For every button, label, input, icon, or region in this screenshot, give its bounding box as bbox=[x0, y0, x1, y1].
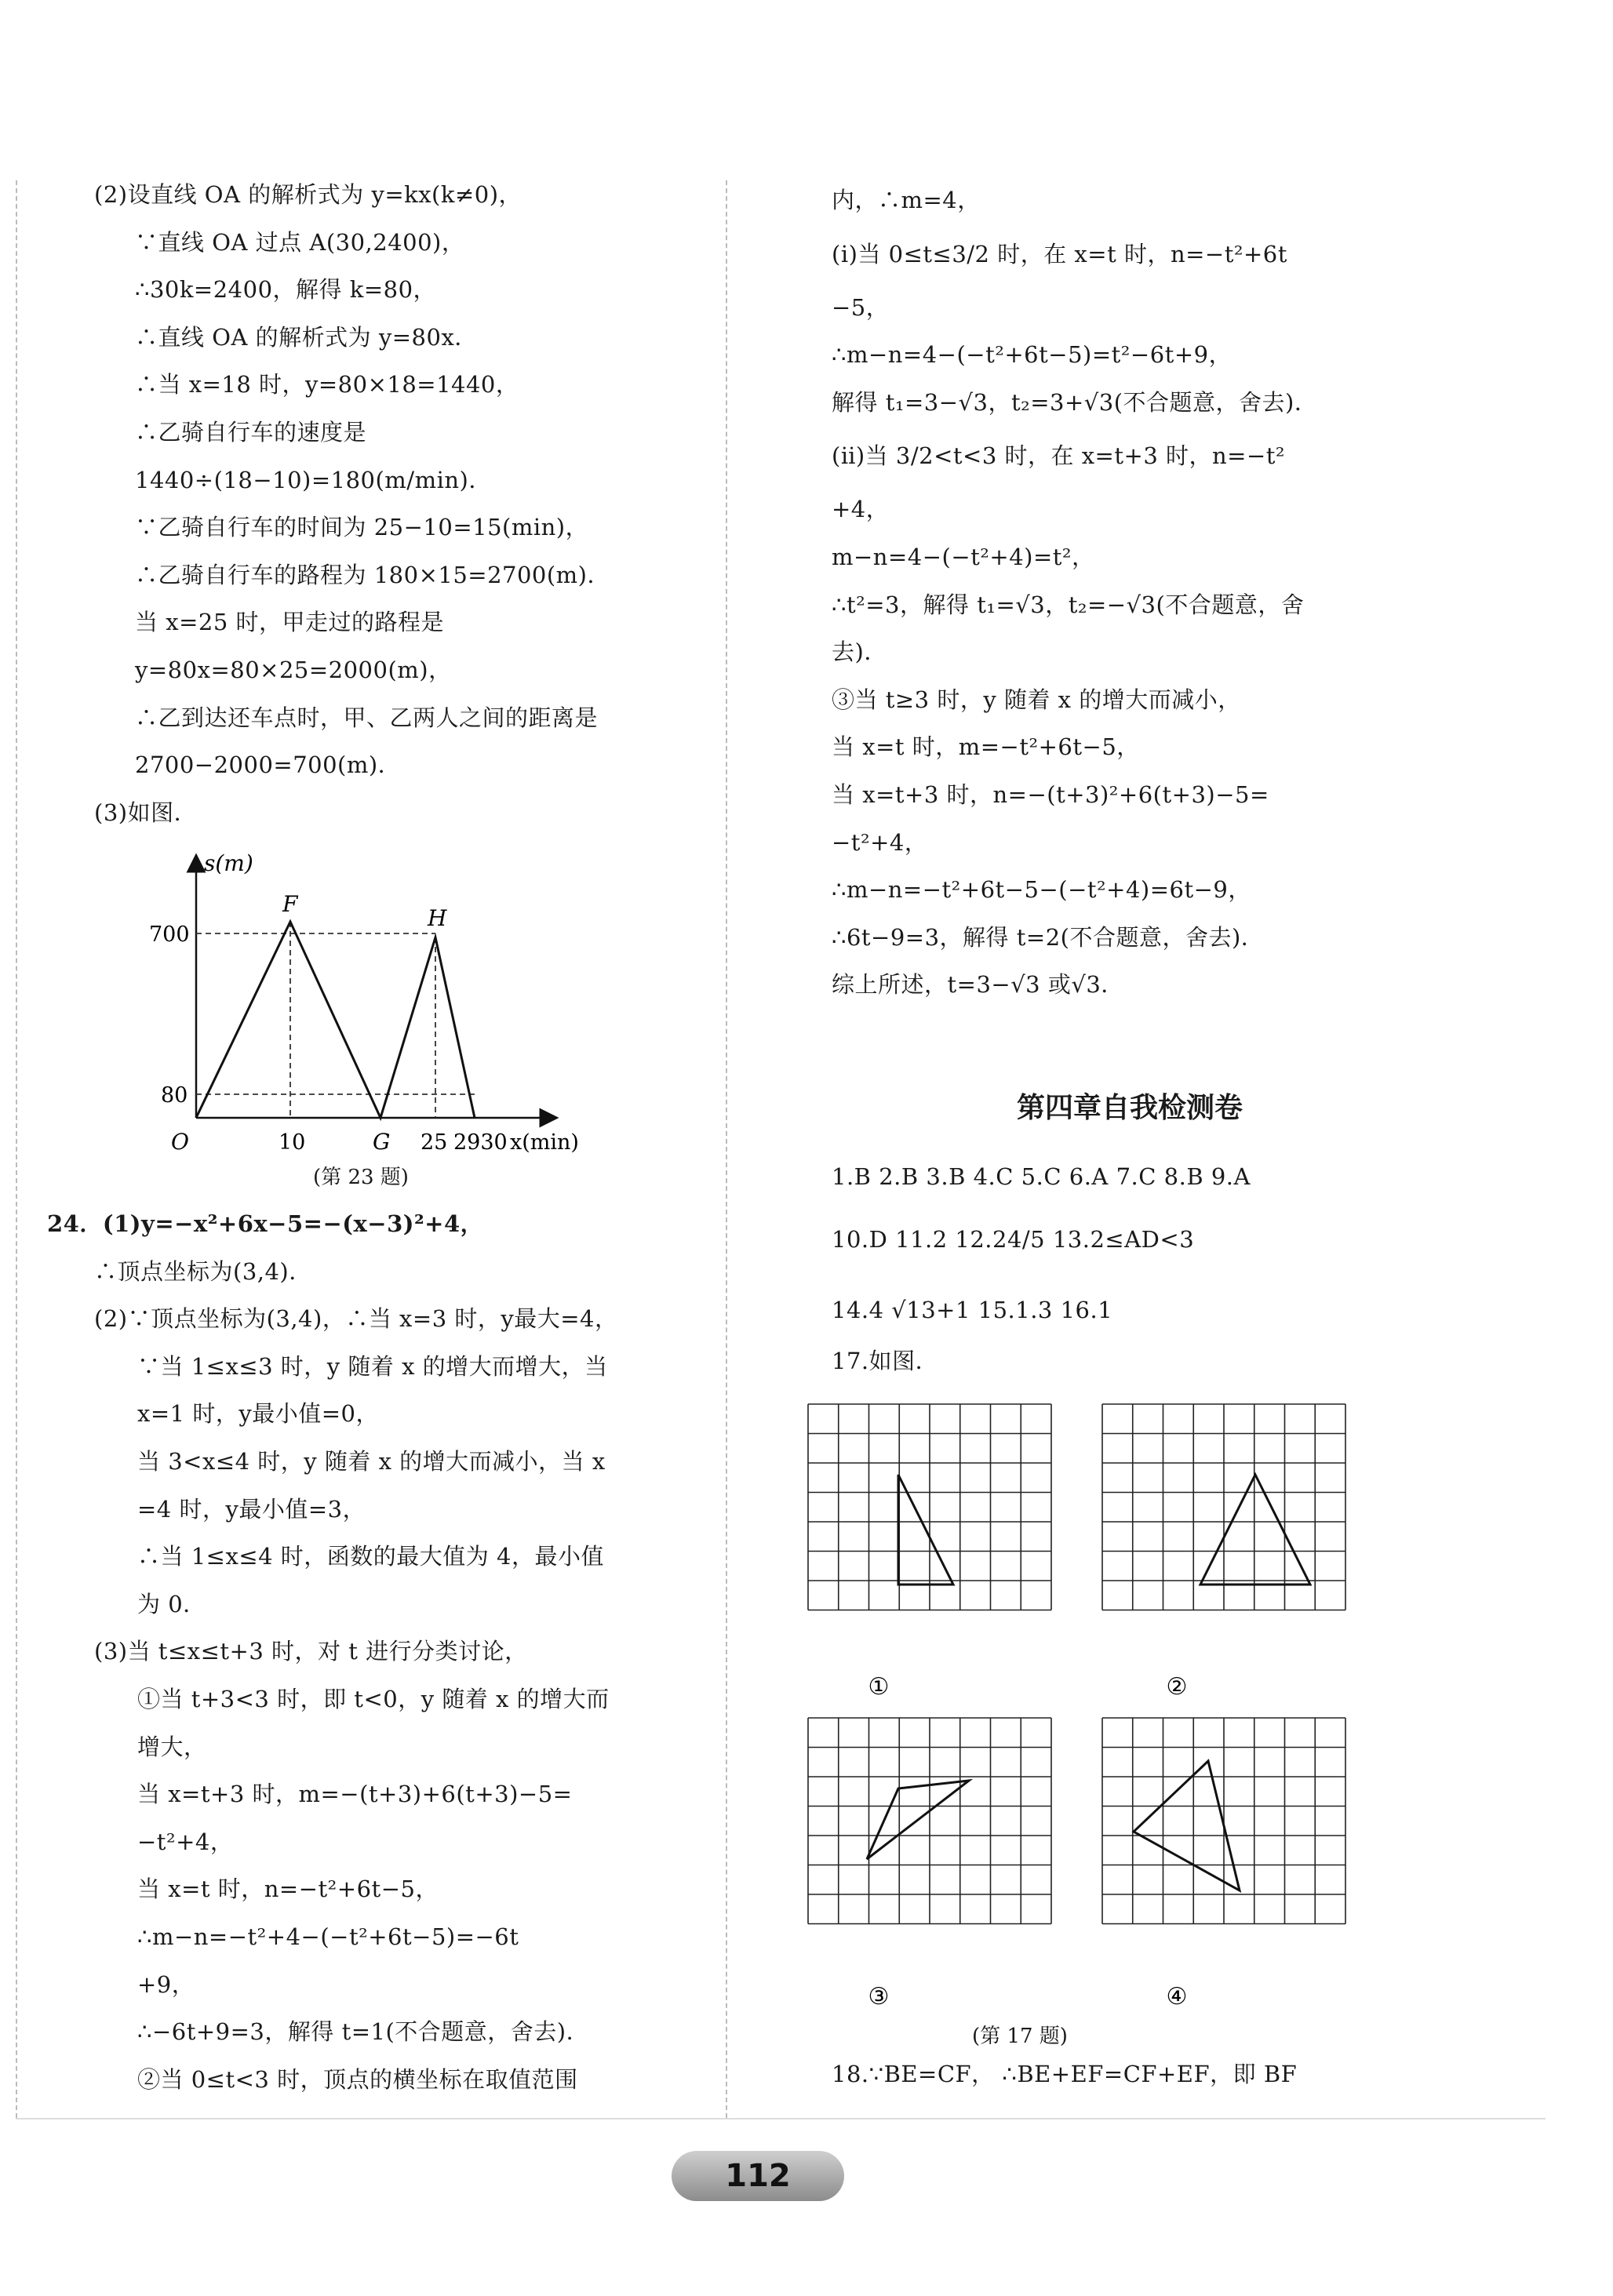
grid-1 bbox=[808, 1404, 1051, 1610]
text-line: ∴乙骑自行车的路程为 180×15=2700(m)． bbox=[135, 561, 610, 588]
text-line: 当 x=t 时，n=−t²+6t−5， bbox=[137, 1876, 439, 1903]
section-title: 第四章自我检测卷 bbox=[1016, 1092, 1243, 1124]
answers-row-5 bbox=[832, 2058, 1428, 2090]
text-line: 去)． bbox=[832, 639, 887, 666]
left-margin-rule bbox=[16, 180, 17, 2118]
text-line: x=1 时，y最小值=0， bbox=[137, 1400, 379, 1428]
left-column bbox=[94, 171, 698, 836]
graph-ylabel: s(m) bbox=[204, 850, 253, 876]
text-line: 24．(1)y=−x²+6x−5=−(x−3)²+4， bbox=[47, 1210, 484, 1237]
grid-label-4: ④ bbox=[1166, 1983, 1188, 2010]
text-line: 增大， bbox=[137, 1733, 207, 1760]
answers-row-4 bbox=[832, 1345, 1428, 1377]
answers-row-1 bbox=[832, 1161, 1428, 1192]
text-line: 当 3<x≤4 时，y 随着 x 的增大而减小，当 x bbox=[137, 1447, 606, 1475]
graph-ytick-80: 80 bbox=[161, 1083, 188, 1108]
graph-origin: O bbox=[171, 1129, 189, 1155]
text-line: ∴顶点坐标为(3,4)． bbox=[94, 1257, 312, 1285]
text-line: ∴m−n=−t²+4−(−t²+6t−5)=−6t bbox=[137, 1923, 519, 1950]
text-line: ∴直线 OA 的解析式为 y=80x． bbox=[135, 323, 478, 351]
grid-caption: (第 17 题) bbox=[972, 2025, 1068, 2048]
grid-figures bbox=[800, 1400, 1459, 2051]
text-line: +4， bbox=[832, 496, 890, 523]
triangle-1 bbox=[898, 1475, 953, 1585]
text-line: (2)∵顶点坐标为(3,4)，∴当 x=3 时，y最大=4， bbox=[94, 1305, 618, 1333]
text-line: 当 x=t+3 时，n=−(t+3)²+6(t+3)−5= bbox=[832, 780, 1269, 808]
text-line: ∴乙到达还车点时，甲、乙两人之间的距离是 bbox=[135, 704, 599, 731]
answer-line: 17.如图． bbox=[832, 1348, 939, 1374]
graph-xtick-25: 25 bbox=[421, 1130, 448, 1155]
text-line: +9， bbox=[137, 1970, 195, 1998]
answers-row-2 bbox=[832, 1224, 1428, 1255]
graph-point-h: H bbox=[428, 905, 447, 931]
answer-line: 1.B 2.B 3.B 4.C 5.C 6.A 7.C 8.B 9.A bbox=[832, 1163, 1251, 1190]
answers-row-3 bbox=[832, 1294, 1428, 1326]
triangle-2 bbox=[1200, 1475, 1310, 1585]
text-line: ∵直线 OA 过点 A(30,2400)， bbox=[135, 228, 465, 256]
answer-line: 14.4 √13+1 15.1.3 16.1 bbox=[832, 1297, 1113, 1323]
text-line: ∴30k=2400，解得 k=80， bbox=[135, 276, 437, 304]
text-line: 综上所述，t=3−√3 或√3． bbox=[832, 971, 1124, 999]
text-line: ∴t²=3，解得 t₁=√3，t₂=−√3(不合题意，舍 bbox=[832, 591, 1305, 618]
text-line: ∴m−n=−t²+6t−5−(−t²+4)=6t−9， bbox=[832, 876, 1251, 904]
text-line: (ⅱ)当 3/2<t<3 时，在 x=t+3 时，n=−t² bbox=[832, 442, 1286, 470]
text-line: −t²+4， bbox=[137, 1828, 234, 1855]
text-line: (ⅰ)当 0≤t≤3/2 时，在 x=t 时，n=−t²+6t bbox=[832, 240, 1287, 267]
text-line: ③当 t≥3 时，y 随着 x 的增大而减小， bbox=[832, 686, 1241, 713]
text-line: ∴m−n=4−(−t²+6t−5)=t²−6t+9， bbox=[832, 341, 1233, 369]
answer-line: 18.∵BE=CF， ∴BE+EF=CF+EF，即 BF bbox=[832, 2061, 1298, 2087]
text-line: −5， bbox=[832, 293, 890, 321]
graph-xlabel: x(min) bbox=[510, 1130, 579, 1155]
text-line: (3)当 t≤x≤t+3 时，对 t 进行分类讨论， bbox=[94, 1638, 528, 1665]
grid-label-2: ② bbox=[1166, 1673, 1188, 1701]
graph-ytick-700: 700 bbox=[149, 922, 190, 947]
right-column bbox=[832, 176, 1428, 1009]
grid-2 bbox=[1102, 1404, 1345, 1610]
graph-point-f: F bbox=[282, 891, 298, 917]
text-line: ∵当 1≤x≤3 时，y 随着 x 的增大而增大，当 bbox=[137, 1352, 608, 1380]
left-column-lower bbox=[47, 1200, 706, 2103]
text-line: ①当 t+3<3 时，即 t<0，y 随着 x 的增大而 bbox=[137, 1685, 610, 1712]
text-line: ∴当 x=18 时，y=80×18=1440， bbox=[135, 371, 519, 398]
text-line: 当 x=t+3 时，m=−(t+3)+6(t+3)−5= bbox=[137, 1781, 573, 1808]
text-line: 1440÷(18−10)=180(m/min)． bbox=[135, 466, 492, 493]
grid-3 bbox=[808, 1718, 1051, 1924]
graph-xtick-2930: 2930 bbox=[453, 1130, 508, 1155]
graph-caption: (第 23 题) bbox=[313, 1166, 409, 1189]
text-line: −t²+4， bbox=[832, 828, 928, 856]
text-line: ∴−6t+9=3，解得 t=1(不合题意，舍去)． bbox=[137, 2018, 590, 2046]
text-line: 为 0． bbox=[137, 1590, 206, 1617]
route-line bbox=[196, 922, 475, 1118]
text-line: 当 x=t 时，m=−t²+6t−5， bbox=[832, 733, 1140, 761]
text-line: (2)设直线 OA 的解析式为 y=kx(k≠0)， bbox=[94, 181, 522, 208]
text-line: m−n=4−(−t²+4)=t²， bbox=[832, 543, 1095, 570]
distance-time-graph bbox=[141, 847, 581, 1192]
text-line: ∴6t−9=3，解得 t=2(不合题意，舍去)． bbox=[832, 923, 1265, 951]
text-line: ②当 0≤t<3 时，顶点的横坐标在取值范围 bbox=[137, 2065, 578, 2093]
text-line: 当 x=25 时，甲走过的路程是 bbox=[135, 609, 444, 636]
text-line: ∵乙骑自行车的时间为 25−10=15(min)， bbox=[135, 514, 589, 541]
text-line: ∴当 1≤x≤4 时，函数的最大值为 4，最小值 bbox=[137, 1543, 604, 1570]
triangle-3 bbox=[867, 1781, 969, 1859]
grid-label-1: ① bbox=[868, 1673, 890, 1701]
answer-line: 10.D 11.2 12.24/5 13.2≤AD<3 bbox=[832, 1226, 1195, 1253]
text-line: 2700−2000=700(m)． bbox=[135, 751, 402, 779]
text-line: y=80x=80×25=2000(m)， bbox=[135, 656, 452, 683]
graph-xtick-10: 10 bbox=[279, 1130, 306, 1155]
text-line: 解得 t₁=3−√3，t₂=3+√3(不合题意，舍去)． bbox=[832, 388, 1318, 416]
text-line: 内，∴m=4， bbox=[832, 187, 981, 213]
footer-rule bbox=[16, 2118, 1546, 2120]
grid-label-3: ③ bbox=[868, 1983, 890, 2010]
column-divider bbox=[726, 180, 727, 2118]
text-line: (3)如图． bbox=[94, 799, 198, 826]
text-line: ∴乙骑自行车的速度是 bbox=[135, 418, 367, 446]
text-line: =4 时，y最小值=3， bbox=[137, 1495, 366, 1523]
graph-xtick-g: G bbox=[373, 1129, 391, 1155]
grid-svg bbox=[800, 1400, 1459, 2020]
page-number: 112 bbox=[672, 2151, 844, 2201]
